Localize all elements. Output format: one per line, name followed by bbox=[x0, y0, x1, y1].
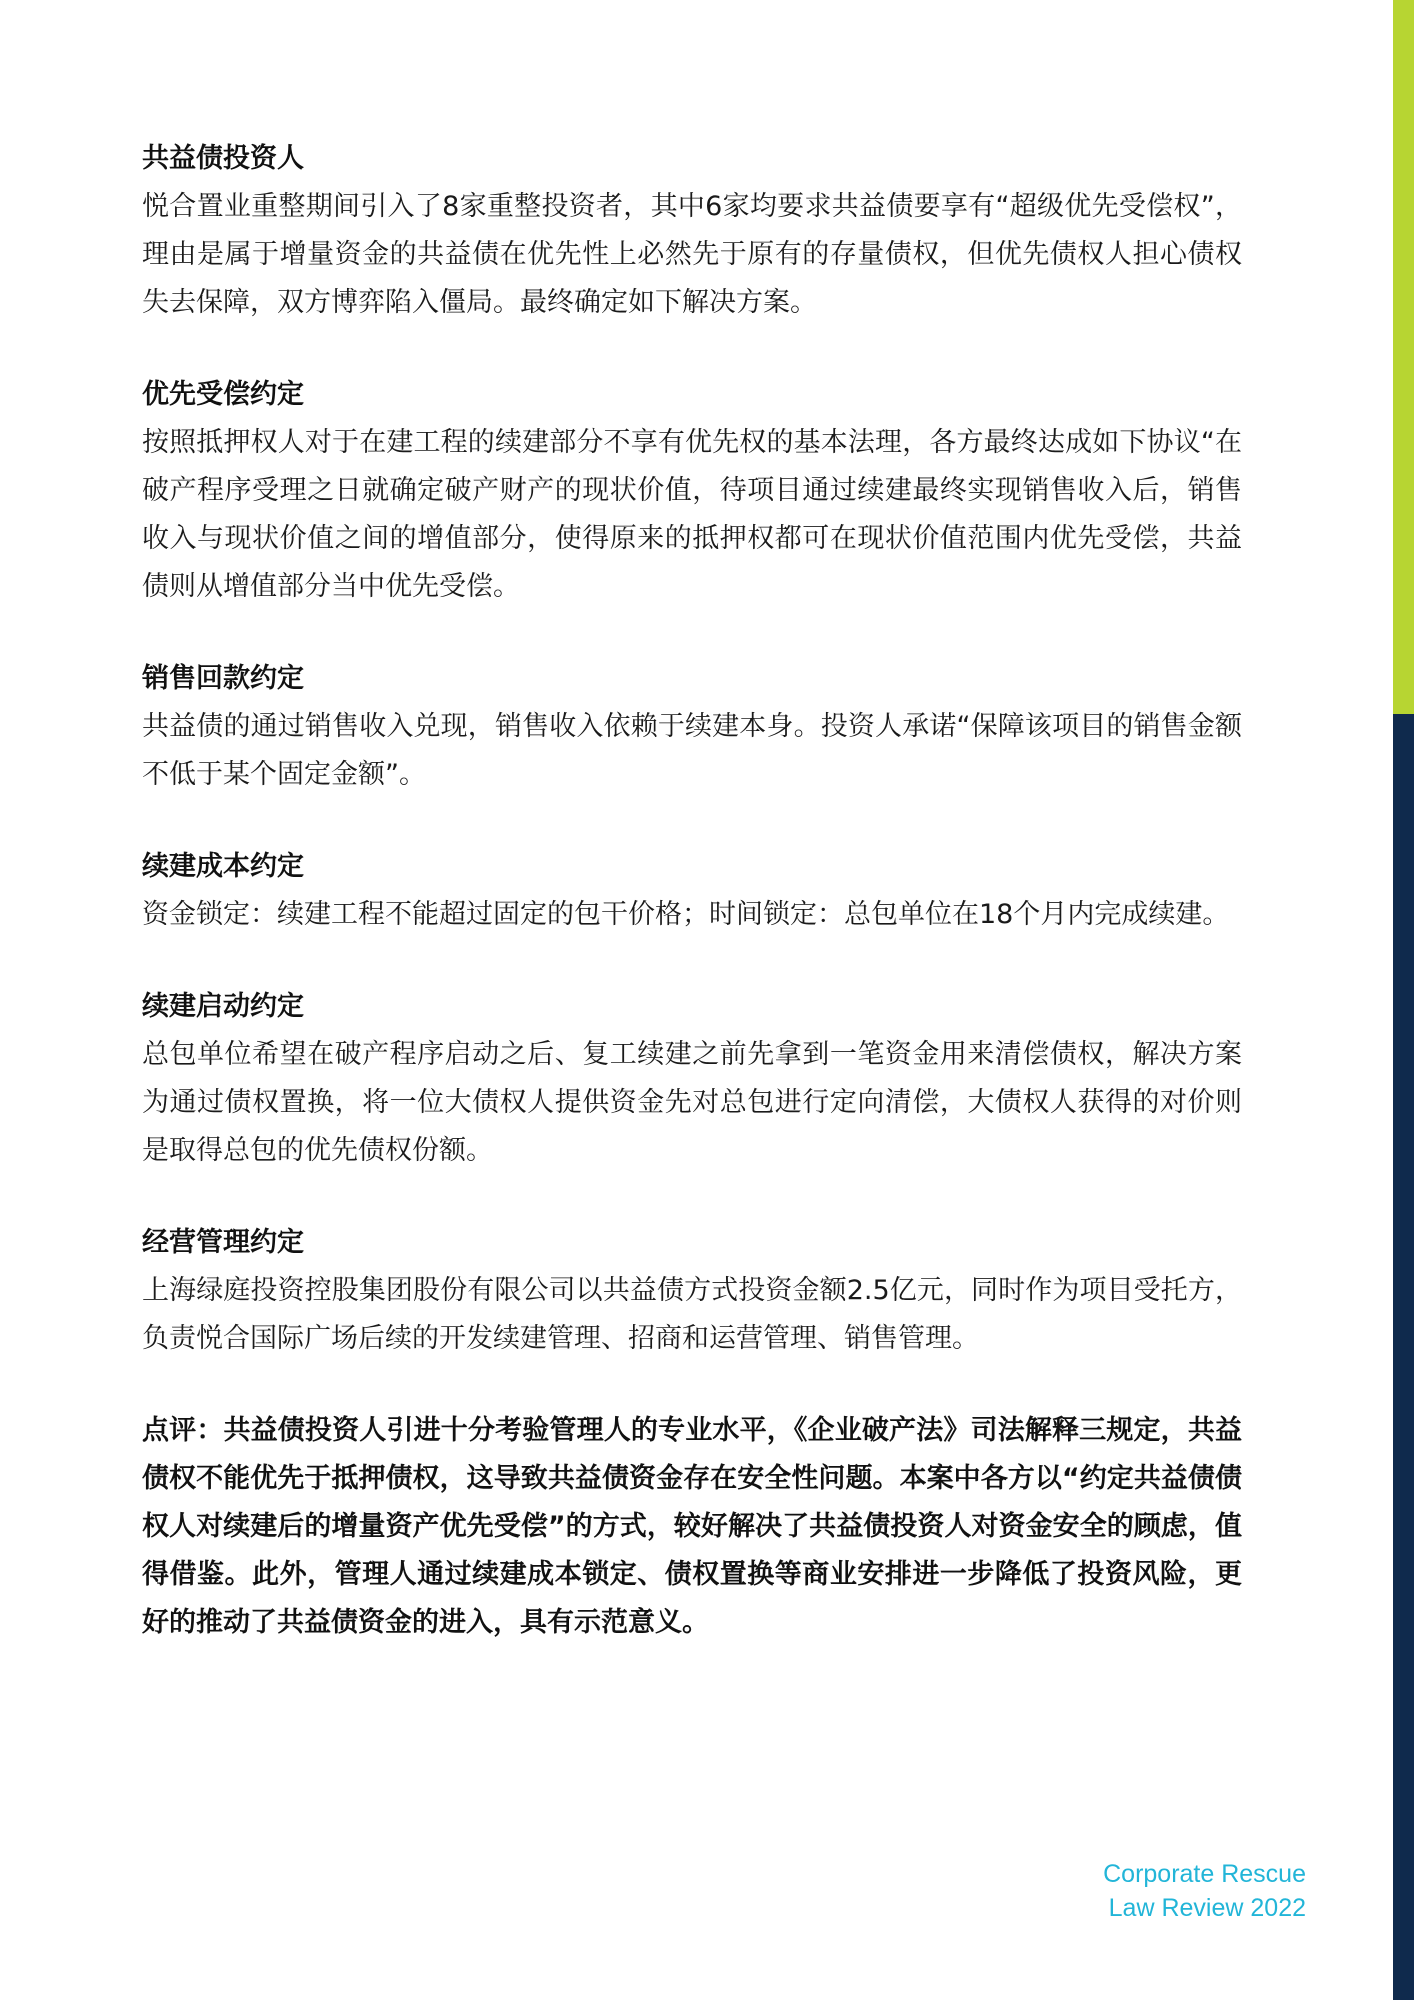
side-accent-navy bbox=[1393, 714, 1414, 2000]
footer-line-1: Corporate Rescue bbox=[1103, 1860, 1306, 1888]
section-heading: 续建启动约定 bbox=[142, 991, 304, 1022]
section-paragraph: 资金锁定：续建工程不能超过固定的包干价格；时间锁定：总包单位在18个月内完成续建。 bbox=[142, 899, 1230, 930]
publication-footer bbox=[1103, 1857, 1306, 1925]
section-heading: 销售回款约定 bbox=[142, 663, 304, 694]
section-paragraph: 上海绿庭投资控股集团股份有限公司以共益债方式投资金额2.5亿元，同时作为项目受托方，负责悦合国际广场后续的开发续建管理、招商和运营管理、销售管理。 bbox=[142, 1275, 1242, 1354]
section-cost bbox=[142, 843, 1242, 939]
section-paragraph: 总包单位希望在破产程序启动之后、复工续建之前先拿到一笔资金用来清偿债权，解决方案为通过债权置换，将一位大债权人提供资金先对总包进行定向清偿，大债权人获得的对价则是取得总包的优先债权份额。 bbox=[142, 1039, 1242, 1166]
section-priority bbox=[142, 371, 1242, 611]
side-accent-bar bbox=[1393, 0, 1414, 2000]
section-sales bbox=[142, 655, 1242, 799]
article-body bbox=[142, 135, 1242, 1691]
section-startup bbox=[142, 983, 1242, 1175]
section-heading: 共益债投资人 bbox=[142, 143, 304, 174]
section-paragraph: 悦合置业重整期间引入了8家重整投资者，其中6家均要求共益债要享有“超级优先受偿权”，理由是属于增量资金的共益债在优先性上必然先于原有的存量债权，但优先债权人担心债权失去保障，双方博弈陷入僵局。最终确定如下解决方案。 bbox=[142, 191, 1242, 318]
footer-line-2: Law Review 2022 bbox=[1108, 1894, 1306, 1922]
section-paragraph: 共益债的通过销售收入兑现，销售收入依赖于续建本身。投资人承诺“保障该项目的销售金额不低于某个固定金额”。 bbox=[142, 711, 1242, 790]
section-heading: 续建成本约定 bbox=[142, 851, 304, 882]
review-comment: 点评：共益债投资人引进十分考验管理人的专业水平，《企业破产法》司法解释三规定，共益债权不能优先于抵押债权，这导致共益债资金存在安全性问题。本案中各方以“约定共益债债权人对续建后的增量资产优先受偿”的方式，较好解决了共益债投资人对资金安全的顾虑，值得借鉴。此外，管理人通过续建成本锁定、债权置换等商业安排进一步降低了投资风险，更好的推动了共益债资金的进入，具有示范意义。 bbox=[142, 1415, 1242, 1638]
side-accent-green bbox=[1393, 0, 1414, 714]
section-investor bbox=[142, 135, 1242, 327]
section-paragraph: 按照抵押权人对于在建工程的续建部分不享有优先权的基本法理，各方最终达成如下协议“在破产程序受理之日就确定破产财产的现状价值，待项目通过续建最终实现销售收入后，销售收入与现状价值之间的增值部分，使得原来的抵押权都可在现状价值范围内优先受偿，共益债则从增值部分当中优先受偿。 bbox=[142, 427, 1242, 602]
section-heading: 优先受偿约定 bbox=[142, 379, 304, 410]
section-management bbox=[142, 1219, 1242, 1363]
section-heading: 经营管理约定 bbox=[142, 1227, 304, 1258]
section-comment bbox=[142, 1407, 1242, 1647]
